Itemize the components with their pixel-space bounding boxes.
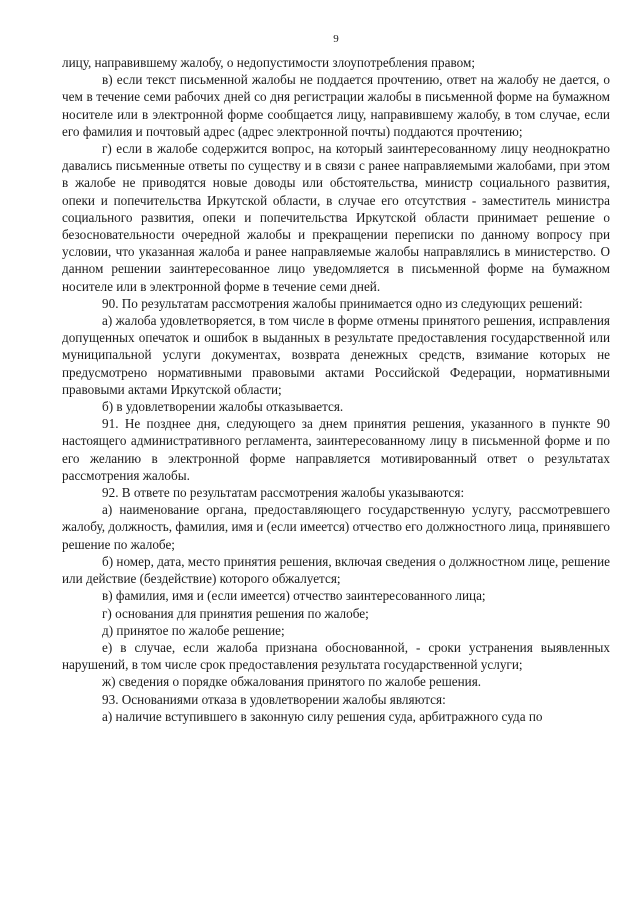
paragraph: лицу, направившему жалобу, о недопустимости злоупотребления правом; xyxy=(62,55,475,70)
paragraph: в) фамилия, имя и (если имеется) отчество заинтересованного лица; xyxy=(102,588,486,604)
document-body xyxy=(62,54,610,725)
paragraph: 93. Основаниями отказа в удовлетворении жалобы являются: xyxy=(102,691,446,707)
paragraph: б) номер, дата, место принятия решения, включая сведения о должностном лице, решение или действие (бездействие) которого обжалуется; xyxy=(62,553,610,587)
paragraph: 90. По результатам рассмотрения жалобы принимается одно из следующих решений: xyxy=(102,295,583,311)
paragraph: 92. В ответе по результатам рассмотрения жалобы указываются: xyxy=(102,485,465,501)
paragraph: г) если в жалобе содержится вопрос, на который заинтересованному лицу неоднократно давались письменные ответы по существу и в связи с ранее направляемыми жалобами, при этом в жалобе не приводятся новые доводы или обстоятельства, министр социального развития, опеки и попечительства Иркутской области, в случае его отсутствия - заместитель министра социального развития, опеки и попечительства Иркутской области принимает решение о безосновательности очередной жалобы и прекращении переписки по данному вопросу при условии, что указанная жалоба и ранее направляемые жалобы направлялись в министерство. О данном решении заинтересованное лицо уведомляется в письменной форме на бумажном носителе или в электронной форме в течение семи дней. xyxy=(62,141,610,294)
paragraph: е) в случае, если жалоба признана обоснованной, - сроки устранения выявленных нарушений, в том числе срок предоставления результата государственной услуги; xyxy=(62,639,610,673)
paragraph: а) жалоба удовлетворяется, в том числе в форме отмены принятого решения, исправления допущенных опечаток и ошибок в выданных в результате предоставления государственной или муниципальной услуги документах, возврата денежных средств, взимание которых не предусмотрено нормативными правовыми актами Российской Федерации, нормативными правовыми актами Иркутской области; xyxy=(62,313,610,397)
page-number: 9 xyxy=(333,33,339,45)
paragraph: а) наличие вступившего в законную силу решения суда, арбитражного суда по xyxy=(102,708,543,724)
paragraph: 91. Не позднее дня, следующего за днем принятия решения, указанного в пункте 90 настоящего административного регламента, заинтересованному лицу в письменной форме и по его желанию в электронной форме направляется мотивированный ответ о результатах рассмотрения жалобы. xyxy=(62,416,610,483)
paragraph: г) основания для принятия решения по жалобе; xyxy=(102,605,369,621)
paragraph: ж) сведения о порядке обжалования принятого по жалобе решения. xyxy=(102,674,482,690)
paragraph: б) в удовлетворении жалобы отказывается. xyxy=(102,399,344,415)
paragraph: в) если текст письменной жалобы не поддается прочтению, ответ на жалобу не дается, о чем в течение семи рабочих дней со дня регистрации жалобы в письменной форме на бумажном носителе или в электронной форме сообщается лицу, направившему жалобу, в том случае, если его фамилия и почтовый адрес (адрес электронной почты) поддаются прочтению; xyxy=(62,72,610,139)
paragraph: а) наименование органа, предоставляющего государственную услугу, рассмотревшего жалобу, должность, фамилия, имя и (если имеется) отчество его должностного лица, принявшего решение по жалобе; xyxy=(62,502,610,552)
paragraph: д) принятое по жалобе решение; xyxy=(102,622,285,638)
